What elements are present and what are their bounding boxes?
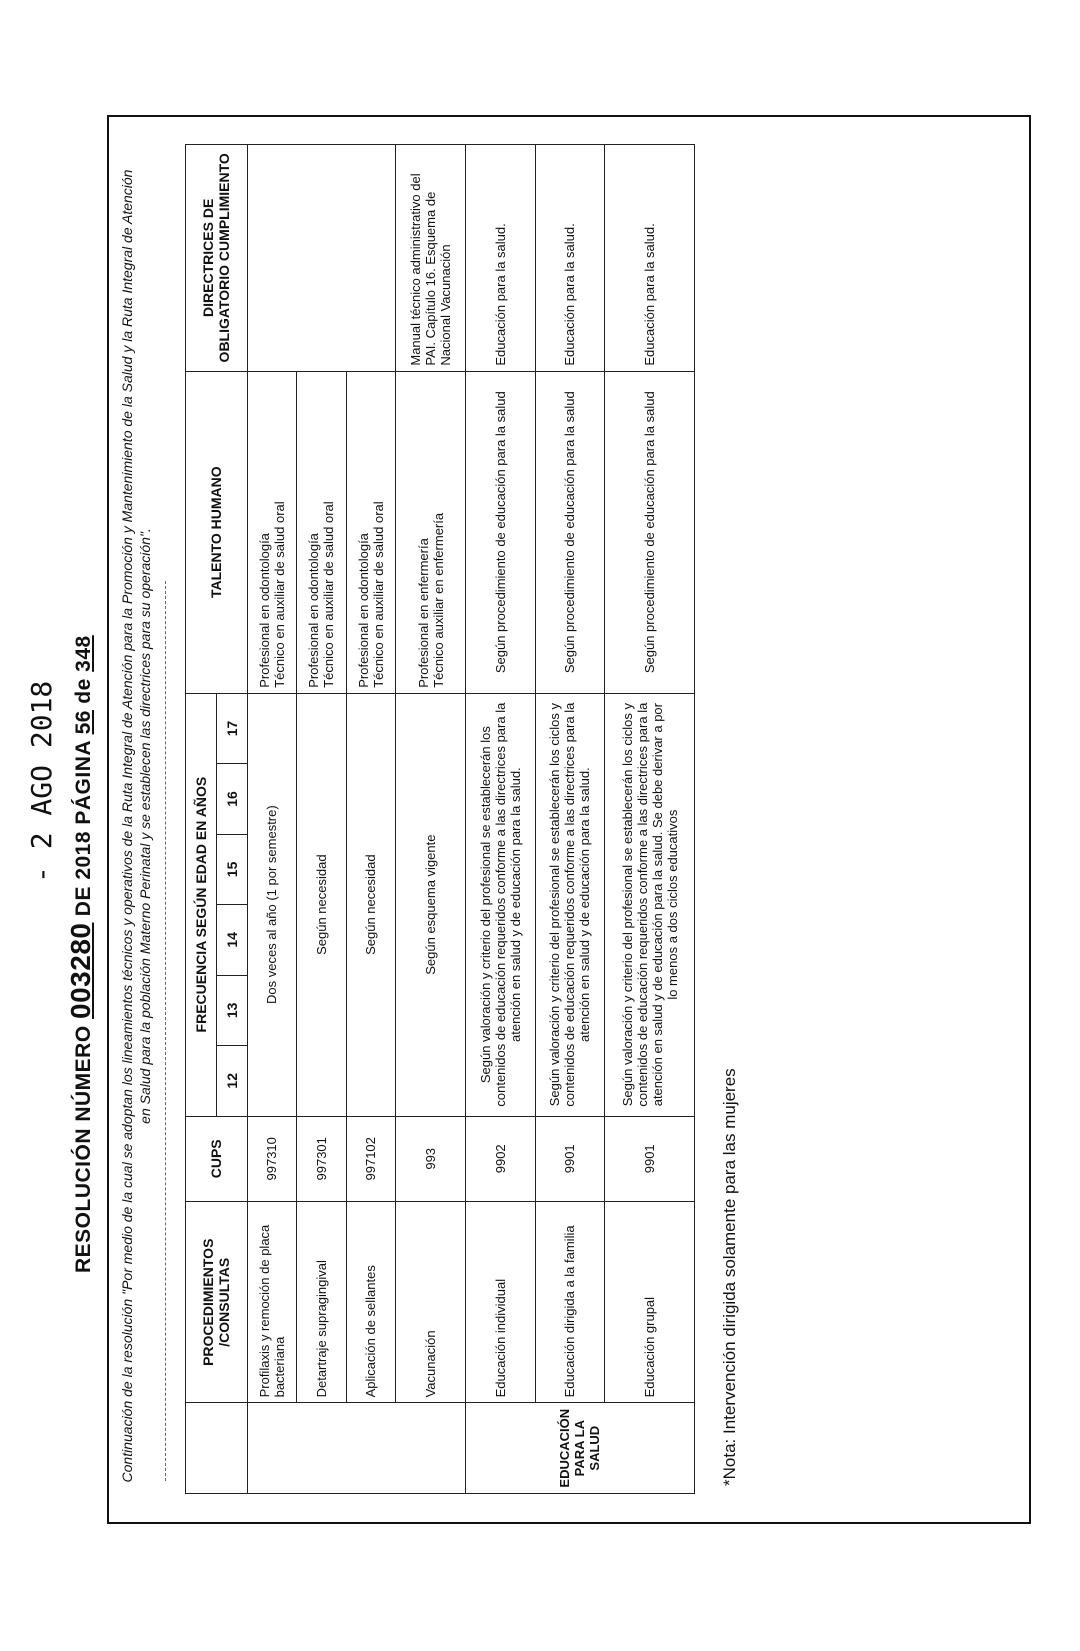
table-row	[535, 145, 605, 1494]
header-frecuencia: FRECUENCIA SEGÚN EDAD EN AÑOS	[186, 693, 217, 1116]
freq-cell: Según valoración y criterio del profesional se establecerán los ciclos y contenidos de educación requeridos conforme a las directrices para la atención en salud y de educación para la salud. Se debe derivar a por lo menos a dos ciclos educativos	[605, 693, 695, 1116]
talento-cell: Profesional en odontología Técnico en auxiliar de salud oral	[247, 371, 297, 693]
resolution-prefix: RESOLUCIÓN NÚMERO	[72, 1025, 95, 1273]
separator-line	[165, 581, 166, 1481]
age-cell: 13	[216, 975, 247, 1045]
directrices-cell: Educación para la salud.	[535, 145, 605, 372]
table-row	[465, 145, 535, 1494]
resolution-number: 003280	[65, 922, 96, 1019]
freq-cell: Según necesidad	[346, 693, 396, 1116]
cups-cell: 9902	[465, 1116, 535, 1202]
cups-cell: 997102	[346, 1116, 396, 1202]
proc-cell: Educación dirigida a la familia	[535, 1202, 605, 1403]
procedures-table	[185, 144, 695, 1494]
proc-cell: Vacunación	[396, 1202, 466, 1403]
proc-cell: Educación grupal	[605, 1202, 695, 1403]
resolution-suffix: DE 2018 PÁGINA	[72, 740, 95, 917]
cups-cell: 9901	[535, 1116, 605, 1202]
directrices-cell: Educación para la salud.	[465, 145, 535, 372]
age-cell: 14	[216, 905, 247, 975]
section-label-cell: EDUCACIÓN PARA LA SALUD	[465, 1403, 694, 1494]
table-row	[605, 145, 695, 1494]
proc-cell: Aplicación de sellantes	[346, 1202, 396, 1403]
header-cups: CUPS	[186, 1116, 248, 1202]
section-header-cell	[186, 1403, 248, 1494]
header-directrices: DIRECTRICES DE OBLIGATORIO CUMPLIMIENTO	[186, 145, 248, 372]
freq-cell: Según esquema vigente	[396, 693, 466, 1116]
cups-cell: 993	[396, 1116, 466, 1202]
talento-cell: Profesional en odontología Técnico en auxiliar de salud oral	[346, 371, 396, 693]
table-row	[396, 145, 466, 1494]
continuation-text: Continuación de la resolución "Por medio de la cual se adoptan los lineamientos técnicos y operativos de la Ruta Integral de Atención para la Promoción y Mantenimiento de la Salud y la Ruta Integral de Atención en Salud para la población Materno Perinatal y se establecen las directrices para su operación".	[119, 169, 153, 1483]
talento-cell: Según procedimiento de educación para la salud	[535, 371, 605, 693]
header-talento: TALENTO HUMANO	[186, 371, 248, 693]
table-header-row	[186, 145, 217, 1494]
cups-cell: 9901	[605, 1116, 695, 1202]
proc-cell: Profilaxis y remoción de placa bacteriana	[247, 1202, 297, 1403]
freq-cell: Según necesidad	[297, 693, 347, 1116]
talento-cell: Según procedimiento de educación para la salud	[465, 371, 535, 693]
directrices-cell	[247, 145, 396, 372]
talento-cell: Profesional en odontología Técnico en auxiliar de salud oral	[297, 371, 347, 693]
proc-cell: Educación individual	[465, 1202, 535, 1403]
freq-cell: Según valoración y criterio del profesional se establecerán los contenidos de educación requeridos conforme a las directrices para la atención en salud y de educación para la salud.	[465, 693, 535, 1116]
freq-cell: Dos veces al año (1 por semestre)	[247, 693, 297, 1116]
table-row	[247, 145, 297, 1494]
talento-cell: Profesional en enfermería Técnico auxiliar en enfermería	[396, 371, 466, 693]
directrices-cell: Manual técnico administrativo del PAI. Capítulo 16. Esquema de Nacional Vacunación	[396, 145, 466, 372]
cups-cell: 997310	[247, 1116, 297, 1202]
footnote: *Nota: Intervención dirigida solamente para las mujeres	[720, 1068, 739, 1486]
page-of: de	[72, 678, 95, 704]
talento-cell: Según procedimiento de educación para la salud	[605, 371, 695, 693]
age-cell: 16	[216, 764, 247, 834]
empty-section-cell	[247, 1403, 465, 1494]
age-cell: 17	[216, 693, 247, 763]
header-procedimientos: PROCEDIMIENTOS /CONSULTAS	[186, 1202, 248, 1403]
directrices-cell: Educación para la salud.	[605, 145, 695, 372]
cups-cell: 997301	[297, 1116, 347, 1202]
page-number: 56	[72, 710, 95, 735]
age-cell: 15	[216, 834, 247, 904]
date-stamp: - 2 AGO 2018	[25, 680, 58, 883]
proc-cell: Detartraje supragingival	[297, 1202, 347, 1403]
resolution-header	[65, 635, 97, 1273]
page-total: 348	[72, 635, 95, 672]
age-cell: 12	[216, 1046, 247, 1116]
freq-cell: Según valoración y criterio del profesional se establecerán los ciclos y contenidos de educación requeridos conforme a las directrices para la atención en salud y de educación para la salud.	[535, 693, 605, 1116]
